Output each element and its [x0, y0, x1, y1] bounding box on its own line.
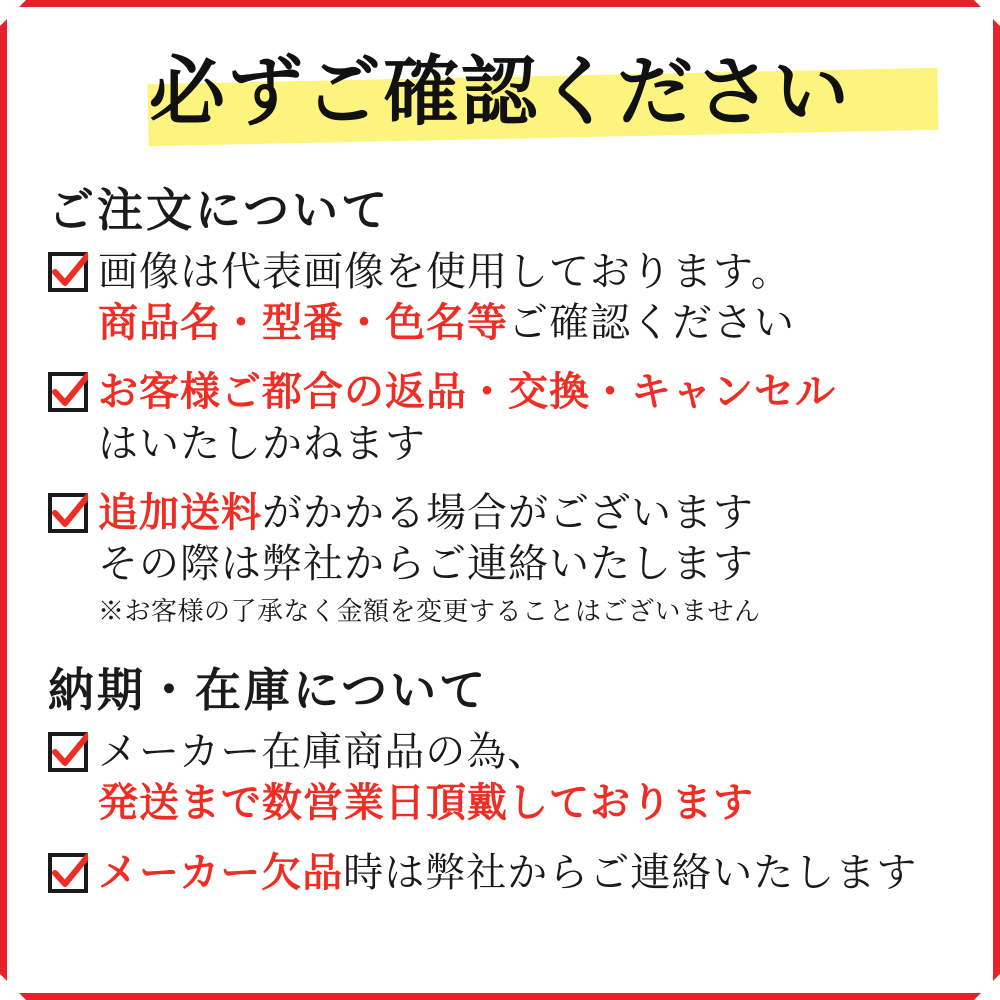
text-line: はいたしかねます: [98, 420, 426, 466]
list-item: [48, 366, 960, 468]
list-item-text: [98, 246, 960, 348]
text-line: お客様ご都合の返品・交換・キャンセル: [98, 369, 836, 415]
checkbox-checked-icon: [48, 252, 88, 292]
list-item: [48, 847, 960, 898]
list-item-text: [98, 847, 960, 898]
footnote: ※お客様の了承なく金額を変更することはございません: [98, 597, 761, 627]
text-line: メーカー在庫商品の為、: [98, 729, 549, 775]
list-item: [48, 487, 960, 628]
list-item-text: [98, 726, 960, 828]
text-line: 発送まで数営業日頂戴しております: [98, 780, 754, 826]
page-title: 必ずご確認ください: [149, 51, 851, 135]
text-line: メーカー欠品時は弊社からご連絡いたします: [98, 849, 918, 895]
checkbox-checked-icon: [48, 732, 88, 772]
list-item: [48, 246, 960, 348]
checkbox-checked-icon: [48, 493, 88, 533]
text-line: その際は弊社からご連絡いたします: [98, 540, 754, 586]
text-line: 追加送料がかかる場合がございます: [98, 489, 754, 535]
list-item: [48, 726, 960, 828]
checkbox-checked-icon: [48, 372, 88, 412]
banner: [40, 38, 960, 148]
list-item-text: [98, 487, 960, 628]
text-line: 商品名・型番・色名等ご確認ください: [98, 300, 795, 346]
section-title-delivery-stock: 納期・在庫について: [48, 665, 489, 717]
text-line: 画像は代表画像を使用しております。: [98, 249, 792, 294]
list-item-text: [98, 366, 960, 468]
section-title-orders: ご注文について: [48, 185, 391, 236]
checkbox-checked-icon: [48, 853, 88, 893]
